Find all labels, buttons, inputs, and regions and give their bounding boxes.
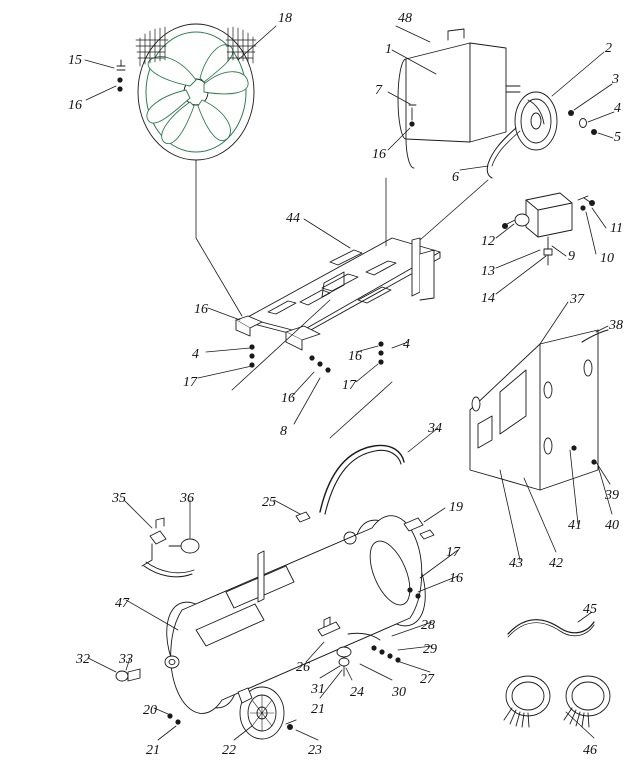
callout-number: 16 — [194, 302, 208, 317]
callout-number: 13 — [481, 264, 495, 279]
callout-number: 16 — [68, 98, 82, 113]
callout-number: 32 — [76, 652, 90, 667]
callout-number: 4 — [614, 101, 621, 116]
callout-number: 24 — [350, 685, 364, 700]
callout-number: 17 — [342, 378, 356, 393]
callout-number: 2 — [605, 41, 612, 56]
callout-number: 4 — [403, 337, 410, 352]
callout-number: 45 — [583, 602, 597, 617]
callout-number: 6 — [452, 170, 459, 185]
callout-number: 8 — [280, 424, 287, 439]
callout-number: 1 — [385, 42, 392, 57]
callout-number: 30 — [392, 685, 406, 700]
callout-number: 18 — [278, 11, 292, 26]
callout-number: 21 — [146, 743, 160, 758]
callout-number: 15 — [68, 53, 82, 68]
callout-number: 39 — [605, 488, 619, 503]
callout-number: 23 — [308, 743, 322, 758]
callout-number: 44 — [286, 211, 300, 226]
callout-number: 31 — [311, 682, 325, 697]
callout-number: 16 — [281, 391, 295, 406]
callout-number: 26 — [296, 660, 310, 675]
callout-number: 21 — [311, 702, 325, 717]
callout-number: 28 — [421, 618, 435, 633]
callout-number: 38 — [609, 318, 623, 333]
callout-number: 19 — [449, 500, 463, 515]
pressure-switch-assembly — [502, 193, 595, 265]
hose-part-45 — [508, 620, 594, 637]
callout-number: 11 — [610, 221, 623, 236]
callout-number: 9 — [568, 249, 575, 264]
callout-number: 27 — [420, 672, 434, 687]
callout-number: 17 — [446, 545, 460, 560]
callout-number: 3 — [612, 72, 619, 87]
callout-number: 33 — [119, 652, 133, 667]
callout-number: 22 — [222, 743, 236, 758]
callout-number: 36 — [180, 491, 194, 506]
callout-number: 12 — [481, 234, 495, 249]
callout-number: 14 — [481, 291, 495, 306]
callout-number: 48 — [398, 11, 412, 26]
callout-number: 37 — [570, 292, 584, 307]
callout-number: 10 — [600, 251, 614, 266]
callout-number: 40 — [605, 518, 619, 533]
coiled-wires-part-46 — [504, 676, 610, 727]
callout-number: 16 — [348, 349, 362, 364]
fan-assembly — [136, 24, 256, 160]
base-plate — [236, 238, 440, 373]
callout-number: 7 — [375, 83, 382, 98]
callout-number: 41 — [568, 518, 582, 533]
callout-number: 46 — [583, 743, 597, 758]
callout-number: 17 — [183, 375, 197, 390]
motor-assembly — [398, 29, 597, 178]
callout-number: 47 — [115, 596, 129, 611]
callout-number: 25 — [262, 495, 276, 510]
callout-number: 16 — [449, 571, 463, 586]
fan-bolts — [117, 60, 125, 92]
callout-number: 20 — [143, 703, 157, 718]
callout-number: 43 — [509, 556, 523, 571]
tank-assembly — [116, 445, 439, 739]
shroud-panel — [470, 330, 608, 490]
callout-number: 5 — [614, 130, 621, 145]
callout-number: 34 — [428, 421, 442, 436]
callout-number: 4 — [192, 347, 199, 362]
callout-number: 35 — [112, 491, 126, 506]
callout-number: 42 — [549, 556, 563, 571]
callout-number: 16 — [372, 147, 386, 162]
callout-number: 29 — [423, 642, 437, 657]
